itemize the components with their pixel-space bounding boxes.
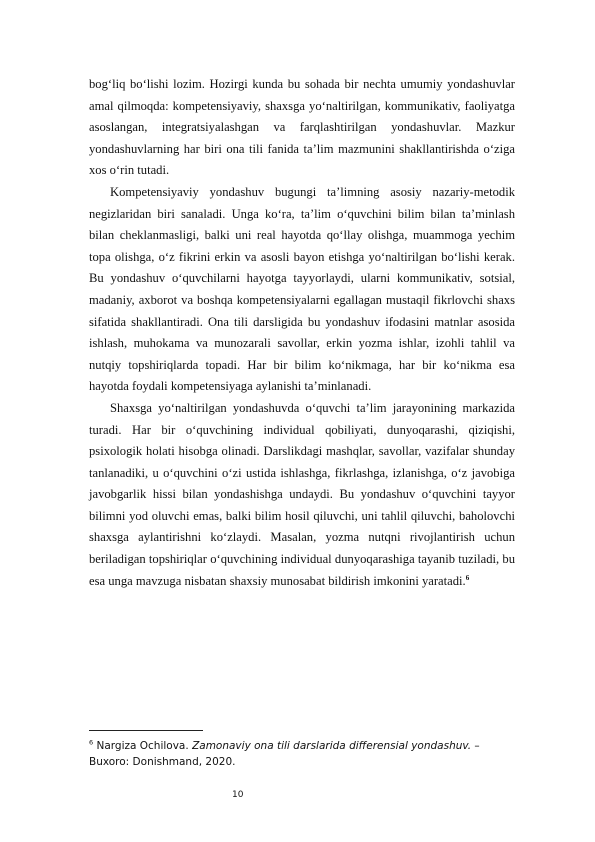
footnote — [89, 738, 519, 770]
footnote-publisher: – Buxoro: Donishmand, 2020. — [89, 740, 480, 768]
footnote-mark: 6 — [89, 738, 94, 747]
paragraph-3-text: Shaxsga yo‘naltirilgan yondashuvda o‘quvchi ta’lim jarayonining markazida turadi. Har bir o‘quvchining individual qobiliyati, dunyoqarashi, qiziqishi, psixologik holati hisobga olinadi. Darslikdagi mashqlar, savollar, vazifalar shunday tanlanadiki, u o‘quvchini o‘zi ustida ishlashga, fikrlashga, izlanishga, o‘z javobiga javobgarlik hissi bilan yondashishga undaydi. Bu yondashuv o‘quvchini tayyor bilimni yod oluvchi emas, balki bilim hosil qiluvchi, uni tahlil qiluvchi, baholovchi shaxsga aylantirishni ko‘zlaydi. Masalan, yozma nutqni rivojlantirish uchun beriladigan topshiriqlar o‘quvchining individual dunyoqarashiga tayanib tuziladi, bu esa unga mavzuga nisbatan shaxsiy munosabat bildirish imkonini yaratadi. — [89, 400, 515, 588]
footnote-divider — [89, 730, 203, 731]
footnote-reference[interactable]: 6 — [465, 573, 470, 582]
paragraph-3 — [89, 398, 515, 592]
body-text — [89, 74, 515, 592]
paragraph-2: Kompetensiyaviy yondashuv bugungi ta’limning asosiy nazariy-metodik negizlaridan biri sanaladi. Unga ko‘ra, ta’lim o‘quvchini bilim bilan ta’minlash bilan cheklanmasligi, balki uni real hayotda qo‘llay olishga, muammoga yechim topa olishga, o‘z fikrini erkin va asosli bayon etishga yo‘naltirilgan bo‘lishi kerak. Bu yondashuv o‘quvchilarni hayotga tayyorlaydi, ularni kommunikativ, sotsial, madaniy, axborot va boshqa kompetensiyalarni egallagan mustaqil fikrlovchi shaxs sifatida shakllantiradi. Ona tili darsligida bu yondashuv ifodasini matnlar asosida ishlash, muhokama va munozarali savollar, erkin yozma ishlar, izohli tahlil va nutqiy topshiriqlarda topadi. Har bir bilim ko‘nikmaga, har bir ko‘nikma esa hayotda foydali kompetensiyaga aylanishi ta’minlanadi. — [89, 184, 515, 394]
paragraph-1: bog‘liq bo‘lishi lozim. Hozirgi kunda bu sohada bir nechta umumiy yondashuvlar amal qilmoqda: kompetensiyaviy, shaxsga yo‘naltirilgan, kommunikativ, faoliyatga asoslangan, integratsiyalashgan va farqlashtirilgan yondashuvlar. Mazkur yondashuvlarning har biri ona tili fanida ta’lim mazmunini shakllantirishda o‘ziga xos o‘rin tutadi. — [89, 77, 515, 178]
footnote-title: Zamonaviy ona tili darslarida differensial yondashuv. — [192, 740, 472, 752]
page-number: 10 — [232, 790, 244, 800]
footnote-author: Nargiza Ochilova. — [96, 740, 189, 752]
